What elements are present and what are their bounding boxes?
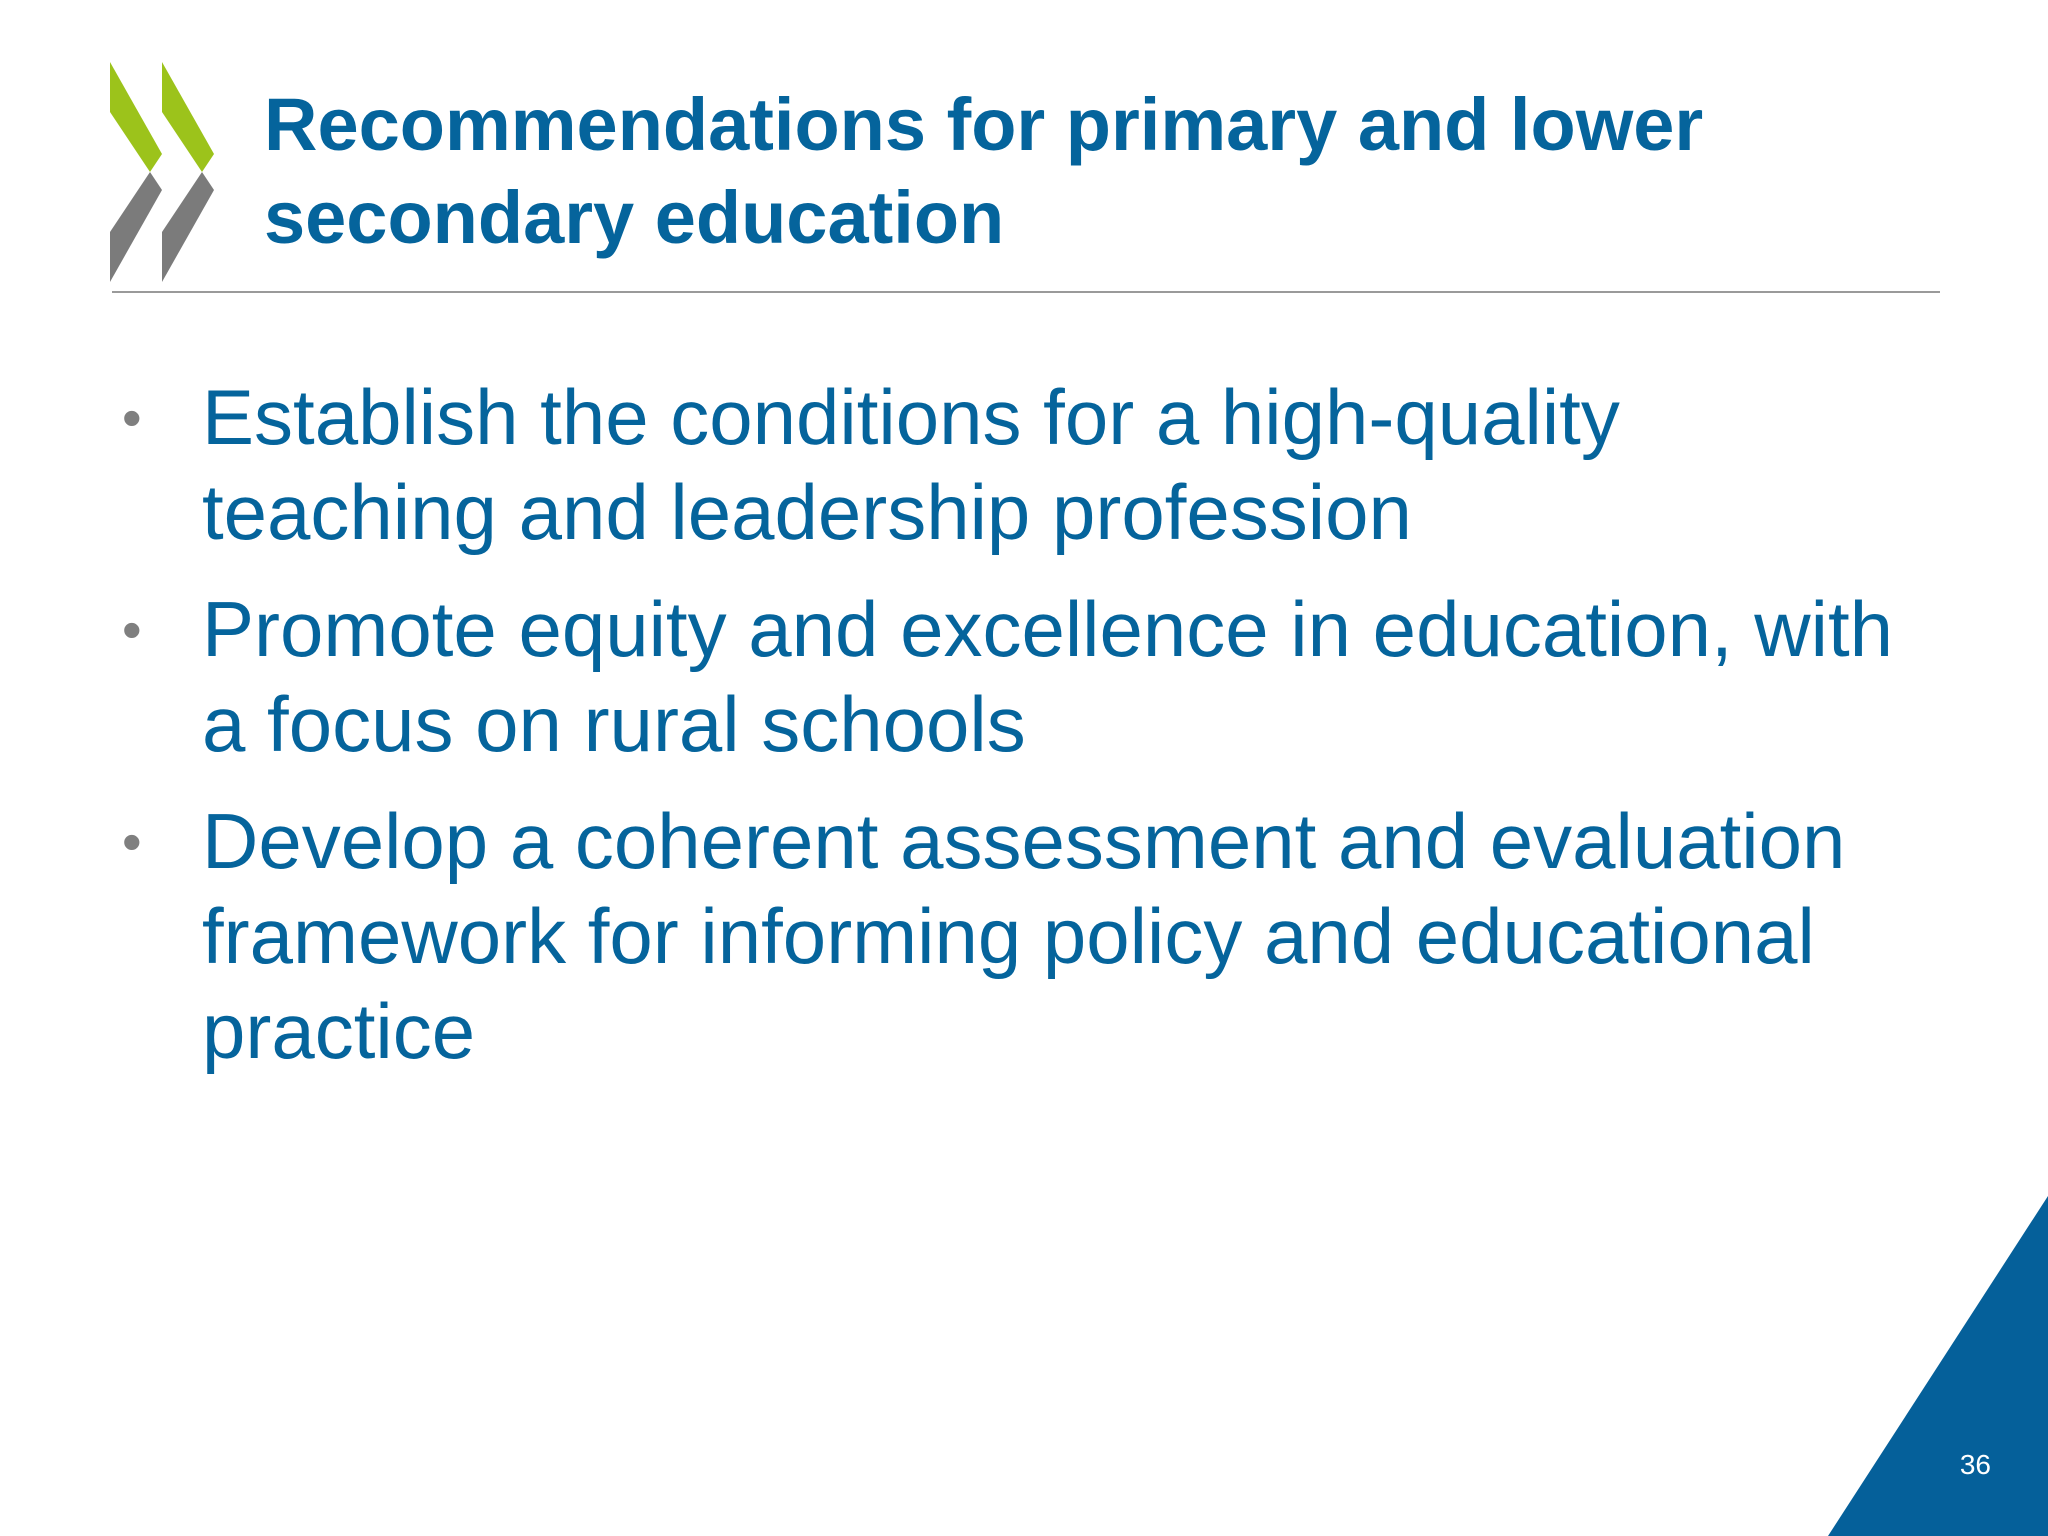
corner-triangle	[1828, 1196, 2048, 1536]
oecd-chevron-logo-icon	[110, 62, 220, 282]
logo-left-chevron-green	[110, 62, 162, 172]
title-divider	[112, 291, 1940, 293]
bullet-list	[122, 370, 1922, 1101]
slide-title: Recommendations for primary and lower secondary education	[264, 83, 1704, 259]
bullet-text: Establish the conditions for a high-quality teaching and leadership profession	[202, 373, 1620, 556]
page-number: 36	[1959, 1449, 1991, 1480]
bullet-marker: •	[122, 386, 142, 449]
logo-left-chevron-gray	[110, 172, 162, 282]
bullet-marker: •	[122, 598, 142, 661]
bullet-item	[122, 794, 1922, 1079]
corner-triangle-decoration	[1828, 1196, 2048, 1536]
logo-right-chevron-gray	[162, 172, 214, 282]
bullet-text: Develop a coherent assessment and evaluation framework for informing policy and educational practice	[202, 797, 1846, 1075]
bullet-text: Promote equity and excellence in education, with a focus on rural schools	[202, 585, 1894, 768]
bullet-marker: •	[122, 810, 142, 873]
logo-right-chevron-green	[162, 62, 214, 172]
bullet-item	[122, 582, 1922, 772]
bullet-item	[122, 370, 1922, 560]
